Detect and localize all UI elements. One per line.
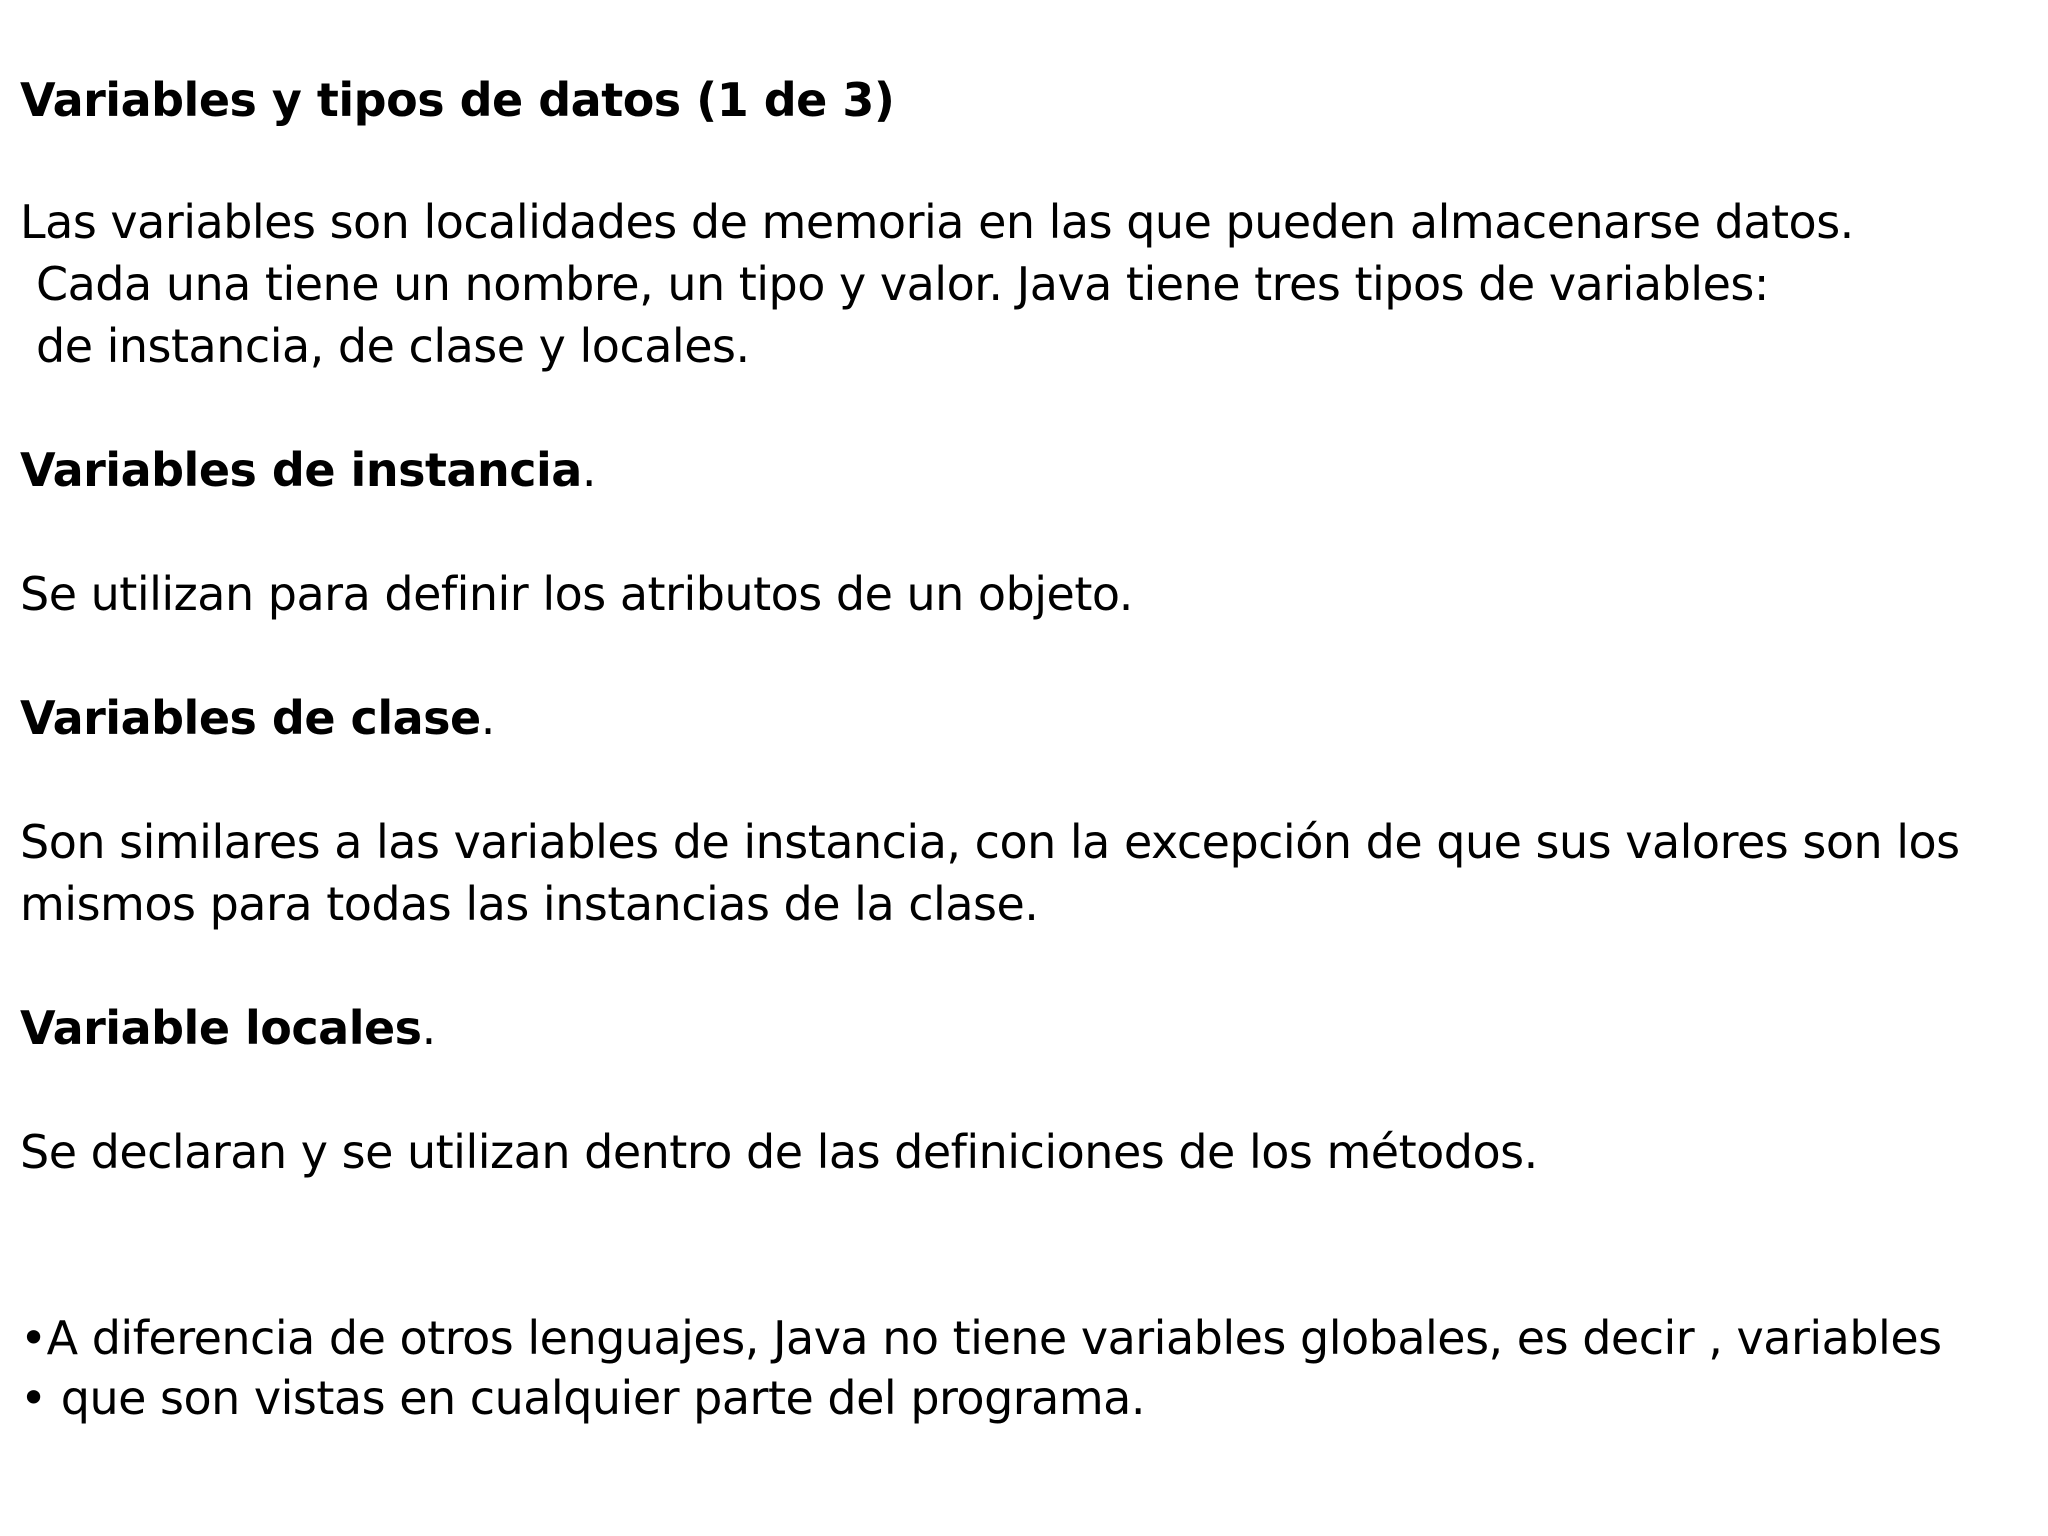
section-heading-text: Variables de instancia (20, 443, 582, 497)
section-heading-text: Variables de clase (20, 691, 481, 745)
section-heading-instancia (20, 444, 596, 497)
section-body-clase-line-1: Son similares a las variables de instancia, con la excepción de que sus valores son los (20, 815, 1960, 869)
section-body-instancia: Se utilizan para definir los atributos de un objeto. (20, 567, 1133, 621)
section-heading-text: Variable locales (20, 1001, 422, 1055)
section-heading-locales (20, 1002, 436, 1055)
section-heading-clase (20, 692, 495, 745)
section-body-locales: Se declaran y se utilizan dentro de las definiciones de los métodos. (20, 1125, 1538, 1179)
section-heading-period: . (480, 691, 495, 745)
note-line-2: • que son vistas en cualquier parte del programa. (20, 1371, 1145, 1425)
intro-line-1: Las variables son localidades de memoria en las que pueden almacenarse datos. (20, 195, 1854, 249)
note-line-1: •A diferencia de otros lenguajes, Java no tiene variables globales, es decir , variables (20, 1311, 1942, 1365)
section-heading-period: . (581, 443, 596, 497)
intro-line-3: de instancia, de clase y locales. (36, 319, 750, 373)
section-body-clase-line-2: mismos para todas las instancias de la clase. (20, 877, 1039, 931)
section-heading-period: . (421, 1001, 436, 1055)
slide-title: Variables y tipos de datos (1 de 3) (20, 73, 895, 127)
intro-line-2: Cada una tiene un nombre, un tipo y valor. Java tiene tres tipos de variables: (36, 257, 1769, 311)
